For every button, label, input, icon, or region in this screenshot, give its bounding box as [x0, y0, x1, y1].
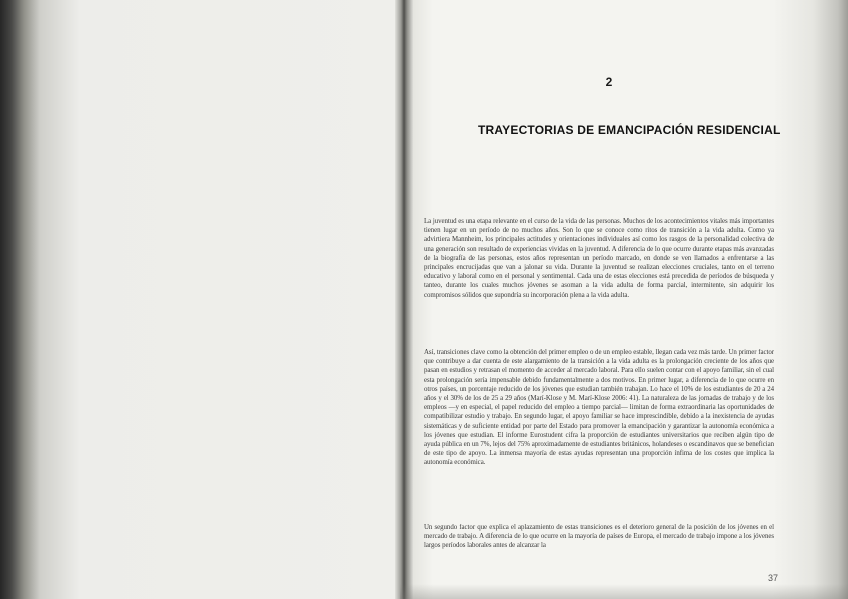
- paragraph-2: [424, 348, 774, 520]
- chapter-number: 2: [605, 75, 613, 89]
- page-number: 37: [767, 573, 778, 583]
- paragraph-1: [424, 217, 774, 339]
- book-gutter: [395, 0, 413, 599]
- paragraph-3: [424, 523, 774, 559]
- paragraph-text: La juventud es una etapa relevante en el curso de la vida de las personas. Muchos de los acontecimientos vitales más importantes tienen lugar en un período de no muchos años. Son lo que se conoce como ritos de transición a la vida adulta. Como ya advirtiera Mannheim, los principales actitudes y orientaciones individuales así como los rasgos de la personalidad colectiva de una generación son resultado de experiencias vividas en la juventud. A diferencia de lo que ocurre durante etapas más avanzadas de la biografía de las personas, estos años representan un período marcado, en donde se ven llamados a enfrentarse a las principales encrucijadas que van a jalonar su vida. Durante la juventud se realizan elecciones cruciales, tanto en el terreno educativo y laboral como en el personal y sentimental. Cada una de estas elecciones está precedida de períodos de búsqueda y tanteo, durante los cuales muchos jóvenes se asoman a la vida adulta de forma parcial, intermitente, sin adquirir los compromisos sólidos que supondría su incorporación plena a la vida adulta.: [424, 218, 774, 299]
- chapter-title: TRAYECTORIAS DE EMANCIPACIÓN RESIDENCIAL: [478, 123, 781, 137]
- page-edge-shadow: [400, 584, 848, 599]
- paragraph-text: Un segundo factor que explica el aplazamiento de estas transiciones es el deterioro general de la posición de los jóvenes en el mercado de trabajo. A diferencia de lo que ocurre en la mayoría de países de Europa, el mercado de trabajo impone a los jóvenes largos períodos laborales antes de alcanzar la: [424, 524, 774, 550]
- paragraph-text: Así, transiciones clave como la obtención del primer empleo o de un empleo estable, llegan cada vez más tarde. Un primer factor que contribuye a dar cuenta de este alargamiento de la transición a la vida adulta es la prolongación creciente de los años que pasan en estudios y retrasan el momento de acceder al mercado laboral. Para ello suelen contar con el apoyo familiar, sin el cual esta prolongación sería impensable debido fundamentalmente a dos motivos. En primer lugar, a diferencia de lo que ocurre en otros países, un porcentaje reducido de los jóvenes que estudian también trabajan. Lo hace el 10% de los estudiantes de 20 a 24 años y el 30% de los de 25 a 29 años (Marí-Klose y M. Marí-Klose 2006: 41). La naturaleza de las jornadas de trabajo y de los empleos —y en especial, el papel reducido del empleo a tiempo parcial— limitan de forma extraordinaria las oportunidades de compatibilizar estudio y trabajo. En segundo lugar, el apoyo familiar se hace imprescindible, debido a la inexistencia de ayudas sistemáticas y de suficiente entidad por parte del Estado para promover la emancipación y garantizar la autonomía económica a los jóvenes que estudian. El informe Eurostudent cifra la proporción de estudiantes universitarios que reciben algún tipo de ayuda pública en un 7%, lejos del 75% aproximadamente de estudiantes británicos, holandeses o escandinavos que se benefician de este tipo de apoyo. La inmensa mayoría de estas ayudas representan una proporción ínfima de los costes que implica la autonomía económica.: [424, 349, 774, 467]
- left-page-blank: [0, 0, 395, 599]
